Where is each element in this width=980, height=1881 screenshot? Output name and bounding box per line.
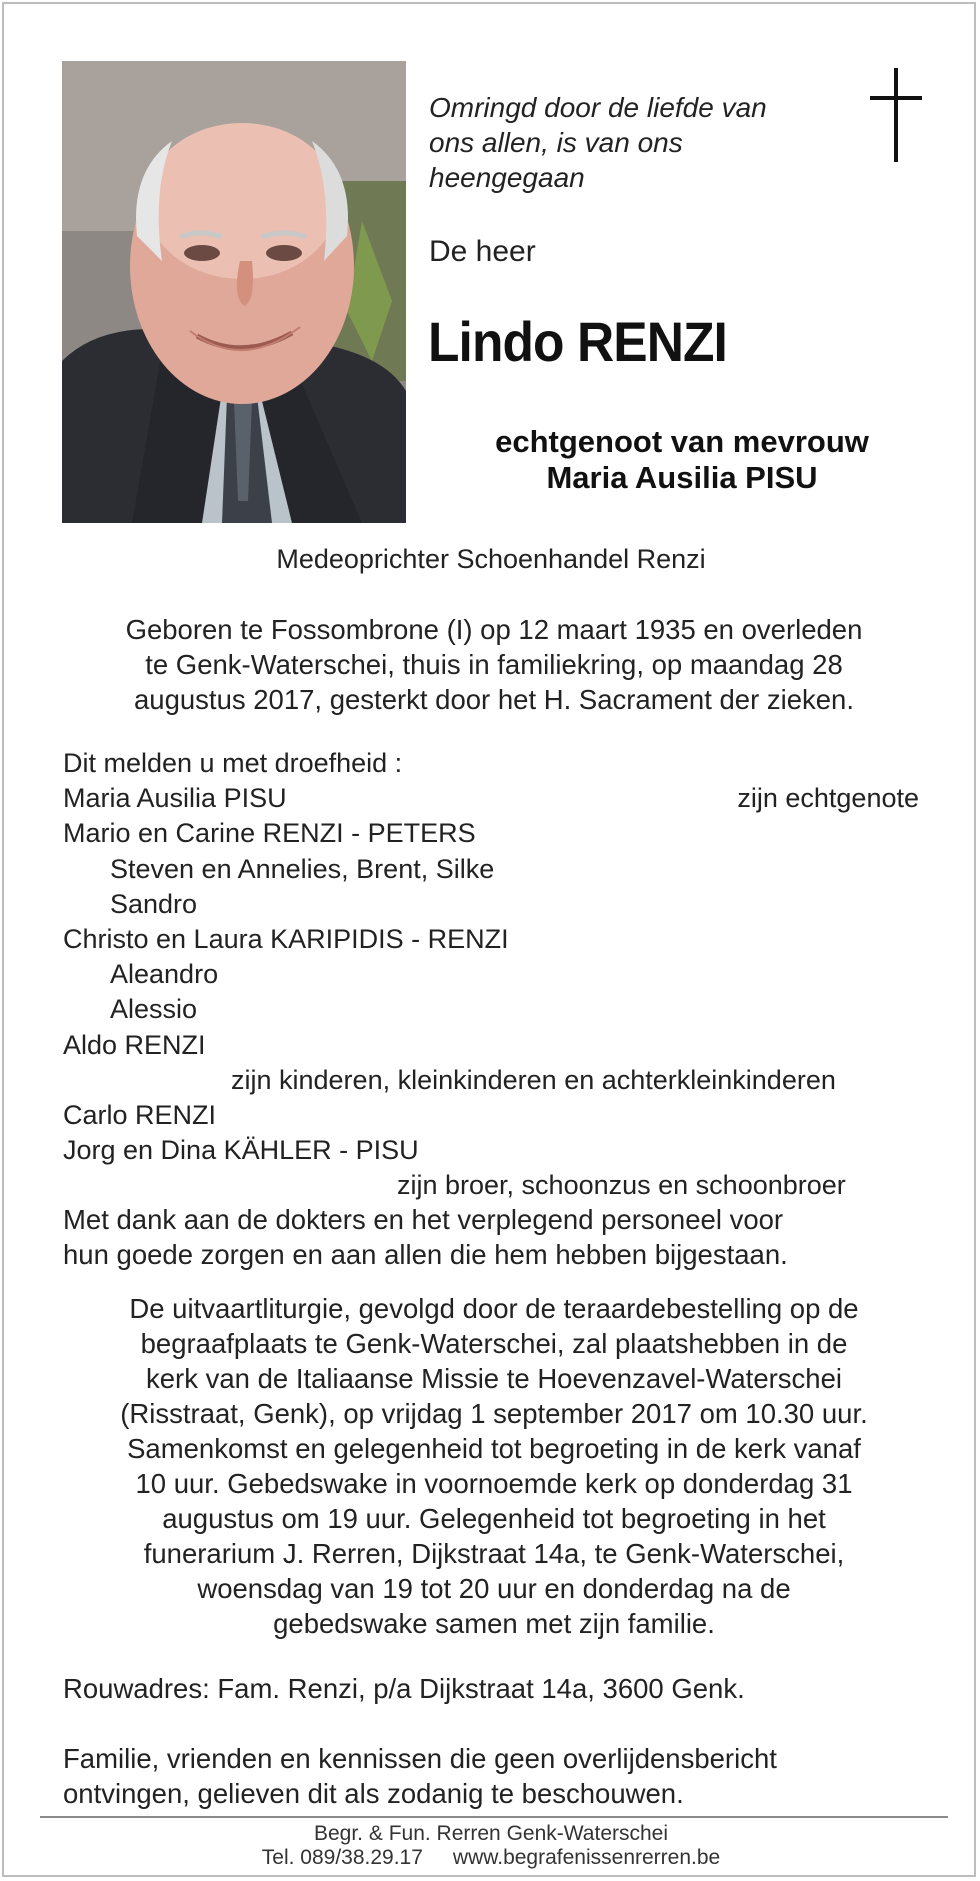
family-row: Christo en Laura KARIPIDIS - RENZI xyxy=(63,923,509,954)
cross-icon xyxy=(866,64,926,164)
relation-label: zijn echtgenote xyxy=(737,783,919,814)
paragraph-line: woensdag van 19 tot 20 uur en donderdag na de xyxy=(197,1573,791,1604)
family-row: Sandro xyxy=(110,888,198,919)
family-row: Aldo RENZI xyxy=(63,1029,206,1060)
paragraph-line: augustus om 19 uur. Gelegenheid tot begroeting in het xyxy=(162,1503,826,1534)
paragraph-line: Familie, vrienden en kennissen die geen overlijdensbericht xyxy=(63,1743,777,1774)
intro-line: Omringd door de liefde van xyxy=(429,92,767,123)
family-row: Aleandro xyxy=(110,959,219,990)
footer-divider xyxy=(40,1816,948,1818)
family-row: Steven en Annelies, Brent, Silke xyxy=(110,853,495,884)
family-row: Mario en Carine RENZI - PETERS xyxy=(63,818,476,849)
paragraph-line: Met dank aan de dokters en het verplegend personeel voor xyxy=(63,1204,784,1235)
spouse-line: echtgenoot van mevrouw xyxy=(495,424,869,459)
family-lead: Dit melden u met droefheid : xyxy=(63,748,403,778)
paragraph-line: (Risstraat, Genk), op vrijdag 1 september 2017 om 10.30 uur. xyxy=(120,1398,868,1429)
paragraph-line: augustus 2017, gesterkt door het H. Sacrament der zieken. xyxy=(134,684,854,715)
deceased-name: Lindo RENZI xyxy=(428,310,727,373)
thanks-paragraph xyxy=(63,1202,943,1272)
role-text: Medeoprichter Schoenhandel Renzi xyxy=(276,544,706,574)
honorific: De heer xyxy=(429,235,536,268)
closing-paragraph xyxy=(63,1741,943,1811)
paragraph-line: kerk van de Italiaanse Missie te Hoevenzavel-Waterschei xyxy=(146,1363,842,1394)
paragraph-line: Samenkomst en gelegenheid tot begroeting in de kerk vanaf xyxy=(127,1433,861,1464)
paragraph-line: begraafplaats te Genk-Waterschei, zal plaatshebben in de xyxy=(140,1328,848,1359)
family-row: Carlo RENZI xyxy=(63,1099,217,1130)
obituary-card xyxy=(2,2,976,1877)
paragraph-line: De uitvaartliturgie, gevolgd door de teraardebestelling op de xyxy=(129,1293,859,1324)
footer-contact xyxy=(4,1846,978,1870)
paragraph-line: funerarium J. Rerren, Dijkstraat 14a, te Genk-Waterschei, xyxy=(143,1538,845,1569)
family-list xyxy=(63,746,933,1203)
funeral-paragraph xyxy=(59,1291,929,1641)
footer-phone: Tel. 089/38.29.17 xyxy=(261,1846,423,1869)
relation-caption: zijn kinderen, kleinkinderen en achterkleinkinderen xyxy=(231,1064,836,1095)
paragraph-line: hun goede zorgen en aan allen die hem hebben bijgestaan. xyxy=(63,1239,788,1270)
intro-line: heengegaan xyxy=(429,162,585,193)
footer-company: Begr. & Fun. Rerren Genk-Waterschei xyxy=(313,1822,669,1845)
portrait-photo xyxy=(62,61,406,523)
relation-caption: zijn broer, schoonzus en schoonbroer xyxy=(397,1170,846,1201)
intro-line: ons allen, is van ons xyxy=(429,127,683,158)
paragraph-line: ontvingen, gelieven dit als zodanig te beschouwen. xyxy=(63,1778,684,1809)
spouse-block xyxy=(422,424,942,496)
mourning-address: Rouwadres: Fam. Renzi, p/a Dijkstraat 14a, 3600 Genk. xyxy=(63,1673,745,1704)
birth-death-paragraph xyxy=(59,612,929,717)
spouse-line: Maria Ausilia PISU xyxy=(546,460,818,495)
footer-website: www.begrafenissenrerren.be xyxy=(452,1846,721,1869)
family-member: Maria Ausilia PISU xyxy=(63,783,287,814)
family-row: Jorg en Dina KÄHLER - PISU xyxy=(63,1135,419,1166)
paragraph-line: 10 uur. Gebedswake in voornoemde kerk op donderdag 31 xyxy=(135,1468,853,1499)
family-row: Alessio xyxy=(110,994,198,1025)
paragraph-line: te Genk-Waterschei, thuis in familiekring, op maandag 28 xyxy=(145,649,843,680)
paragraph-line: gebedswake samen met zijn familie. xyxy=(273,1608,715,1639)
paragraph-line: Geboren te Fossombrone (I) op 12 maart 1935 en overleden xyxy=(125,614,863,645)
intro-text xyxy=(429,90,849,195)
family-row xyxy=(63,781,933,816)
